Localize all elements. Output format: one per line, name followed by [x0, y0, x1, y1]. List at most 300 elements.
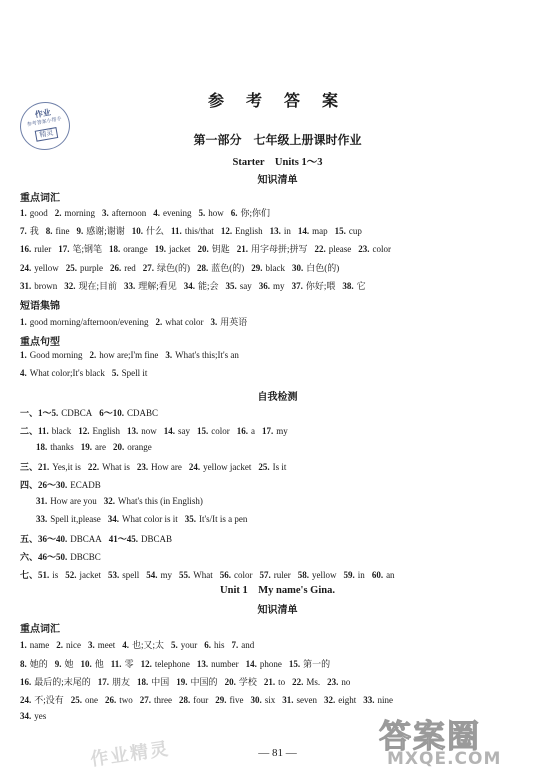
answer-number: 13. — [196, 659, 209, 669]
answer-item — [137, 675, 169, 688]
answer-item — [20, 675, 91, 688]
answer-item — [20, 640, 49, 650]
answer-item — [46, 226, 70, 236]
answer-item — [132, 224, 164, 237]
answer-text: CDABC — [127, 408, 159, 418]
answer-number: 32. — [64, 281, 76, 291]
answer-text: yellow — [312, 570, 337, 580]
answer-text: number — [211, 659, 239, 669]
answer-item — [164, 426, 190, 436]
answer-number: 36. — [258, 281, 271, 291]
answer-text: 朋友 — [112, 677, 131, 687]
starter-knowledge-list-heading: 知识清单 — [257, 175, 298, 186]
answer-text: 他 — [94, 659, 104, 669]
answer-item — [88, 462, 130, 472]
answer-text: one — [85, 695, 99, 705]
answer-item — [88, 640, 115, 650]
answer-number: 52. — [65, 570, 77, 580]
answer-item — [140, 695, 172, 705]
answer-item — [102, 208, 146, 218]
answer-number: 34. — [20, 711, 32, 721]
answer-line — [20, 406, 165, 419]
answer-item — [198, 242, 230, 255]
answer-item — [260, 570, 291, 580]
answer-number: 6～10. — [99, 408, 125, 418]
answer-number: 23. — [327, 677, 339, 687]
answer-text: 用字母拼;拼写 — [251, 244, 308, 254]
answer-item — [198, 208, 223, 218]
answer-text: yes — [34, 711, 47, 721]
answer-number: 18. — [137, 677, 149, 687]
answer-number: 20. — [224, 677, 236, 687]
answer-item — [220, 570, 253, 580]
answer-number: 3. — [165, 350, 173, 360]
answer-text: this/that — [184, 226, 214, 236]
answer-text: Is it — [272, 462, 287, 472]
answer-item — [292, 261, 339, 274]
answer-number: 12. — [140, 659, 152, 669]
answer-number: 5. — [171, 640, 178, 650]
answer-text: no — [341, 677, 351, 687]
answer-number: 23. — [136, 462, 149, 472]
answer-text: color — [372, 244, 392, 254]
answer-text: 什么 — [146, 226, 165, 236]
answer-number: 13. — [269, 226, 281, 236]
answer-text: yellow jacket — [203, 462, 252, 472]
answer-item — [65, 570, 101, 580]
answer-number: 30. — [292, 263, 304, 273]
answer-number: 22. — [87, 462, 100, 472]
answer-item — [259, 281, 285, 291]
answer-item — [258, 462, 286, 472]
answer-item — [20, 224, 39, 237]
answer-text: in — [283, 226, 291, 236]
answer-number: 11. — [171, 226, 182, 236]
answer-item — [155, 317, 203, 327]
answer-line — [20, 693, 400, 706]
answer-text: 笔;钢笔 — [72, 244, 103, 254]
answer-line — [20, 315, 254, 328]
answer-item — [109, 244, 148, 254]
answer-number: 21. — [236, 244, 249, 254]
answer-text: jacket — [169, 244, 191, 254]
stamp-middle-text: 参考答案小帮手 — [26, 116, 63, 129]
answer-text: 白色(的) — [306, 263, 340, 273]
answer-text: phone — [259, 659, 282, 669]
answer-number: 12. — [220, 226, 233, 236]
answer-text: 你;你们 — [240, 208, 270, 218]
answer-text: What color;It's black — [29, 368, 105, 378]
answer-number: 54. — [146, 570, 158, 580]
answer-item — [232, 640, 255, 650]
answer-number: 22. — [292, 677, 304, 687]
answer-number: 4. — [20, 368, 27, 378]
answer-line — [20, 242, 398, 255]
answer-item — [197, 659, 239, 669]
answer-item — [372, 570, 395, 580]
answer-item — [315, 244, 352, 254]
answer-number: 20. — [113, 442, 125, 452]
answer-number: 4. — [122, 640, 129, 650]
answer-text: DBCAA — [70, 534, 102, 544]
answer-text: map — [312, 226, 328, 236]
answer-line — [20, 638, 261, 651]
answer-number: 33. — [363, 695, 375, 705]
answer-item — [264, 677, 285, 687]
answer-line — [20, 224, 369, 237]
answer-number: 1. — [20, 208, 27, 218]
answer-text: black — [265, 263, 285, 273]
answer-number: 56. — [219, 570, 232, 580]
answer-item — [78, 426, 120, 436]
answer-item — [20, 711, 46, 721]
answer-text: five — [229, 695, 244, 705]
answer-text: 她的 — [29, 659, 48, 669]
answer-text: What's this (in English) — [118, 496, 203, 506]
answer-number: 3. — [102, 208, 109, 218]
answer-number: 38. — [342, 281, 354, 291]
answer-number: 32. — [103, 496, 115, 506]
answer-line — [20, 532, 179, 545]
answer-item — [179, 570, 213, 580]
answer-number: 7. — [20, 226, 27, 236]
answer-item — [64, 279, 117, 292]
answer-text: 钥匙 — [211, 244, 230, 254]
answer-item — [99, 406, 158, 419]
answer-text: English — [235, 226, 263, 236]
answer-number: 26. — [110, 263, 122, 273]
answer-item — [363, 695, 393, 705]
answer-number: 17. — [58, 244, 70, 254]
answer-number: 8. — [45, 226, 53, 236]
answer-item — [231, 206, 270, 219]
answer-item — [20, 281, 57, 291]
answer-item — [282, 695, 317, 705]
answer-line — [20, 350, 246, 360]
answer-text: say — [239, 281, 252, 291]
answer-number: 19. — [154, 244, 167, 254]
answer-text: two — [119, 695, 133, 705]
stamp-bottom-text: 精灵 — [35, 127, 59, 142]
answer-text: 最后的;末尾的 — [34, 677, 91, 687]
answer-text: telephone — [154, 659, 190, 669]
answer-line — [20, 206, 277, 219]
answer-number: 6. — [230, 208, 238, 218]
unit1-knowledge-list-heading: 知识清单 — [257, 605, 298, 616]
answer-text: six — [264, 695, 276, 705]
answer-item — [185, 514, 248, 524]
answer-text: in — [357, 570, 365, 580]
starter-vocab-heading: 重点词汇 — [20, 193, 60, 204]
answer-text: 中国 — [151, 677, 170, 687]
answer-text: 感谢;谢谢 — [86, 226, 125, 236]
answer-text: meet — [97, 640, 116, 650]
answer-number: 5. — [198, 208, 206, 218]
answer-number: 41～45. — [108, 534, 139, 544]
answer-item — [20, 568, 58, 581]
answer-number: 31. — [282, 695, 294, 705]
answer-number: 2. — [54, 208, 62, 218]
part-title: 第一部分 七年级上册课时作业 — [193, 133, 362, 147]
answer-line — [36, 514, 254, 524]
answer-text: What — [193, 570, 213, 580]
answer-number: 27. — [139, 695, 152, 705]
answer-item — [153, 208, 191, 218]
answer-number: 13. — [127, 426, 139, 436]
answer-text: jacket — [79, 570, 102, 580]
answer-number: 4. — [153, 208, 160, 218]
answer-item — [90, 350, 159, 360]
answer-text: How are you — [50, 496, 97, 506]
answer-text: black — [51, 426, 72, 436]
answer-number: 26. — [105, 695, 117, 705]
answer-text: 也;又;太 — [132, 640, 165, 650]
answer-number: 59. — [343, 570, 355, 580]
watermark-url-text: MXQE.COM — [387, 749, 502, 769]
answer-item — [20, 478, 101, 491]
answer-line — [36, 442, 159, 452]
answer-number: 55. — [179, 570, 191, 580]
answer-text: 用英语 — [220, 317, 248, 327]
answer-text: good morning/afternoon/evening — [29, 317, 149, 327]
answer-item — [112, 368, 148, 378]
answer-number: 28. — [197, 263, 209, 273]
answer-item — [143, 261, 190, 274]
answer-number: 7. — [231, 640, 239, 650]
answer-text: It's/It is a pen — [199, 514, 248, 524]
answer-item — [20, 657, 48, 670]
answer-item — [137, 462, 182, 472]
answer-number: 24. — [188, 462, 201, 472]
answer-number: 24. — [20, 695, 32, 705]
answer-item — [246, 659, 282, 669]
answer-text: red — [124, 263, 136, 273]
answer-text: good — [29, 208, 48, 218]
answer-number: 1. — [20, 640, 27, 650]
answer-item — [58, 242, 102, 255]
answer-number: 2. — [89, 350, 97, 360]
answer-text: morning — [64, 208, 95, 218]
answer-text: your — [180, 640, 198, 650]
answer-line — [20, 279, 373, 292]
answer-text: and — [241, 640, 255, 650]
answer-text: to — [278, 677, 286, 687]
answer-line — [20, 368, 154, 378]
answer-item — [251, 695, 276, 705]
answer-number: 34. — [183, 281, 196, 291]
answer-text: how are;I'm fine — [99, 350, 159, 360]
answer-item — [215, 695, 243, 705]
answer-item — [237, 242, 308, 255]
answer-text: color — [211, 426, 230, 436]
answer-number: 37. — [291, 281, 303, 291]
answer-text: Ms. — [306, 677, 321, 687]
answer-item — [36, 514, 101, 524]
answer-item — [204, 640, 224, 650]
answer-number: 5. — [111, 368, 119, 378]
answer-text: orange — [127, 442, 152, 452]
answer-item — [225, 675, 257, 688]
answer-text: ECADB — [70, 480, 101, 490]
answer-text: now — [141, 426, 157, 436]
answer-item — [327, 677, 350, 687]
answer-item — [56, 640, 81, 650]
answer-number: 七、51. — [20, 570, 50, 580]
answer-text: English — [92, 426, 121, 436]
answer-text: 理解;看见 — [138, 281, 177, 291]
answer-item — [197, 426, 230, 436]
answer-number: 15. — [197, 426, 209, 436]
answer-number: 11. — [110, 659, 122, 669]
answer-item — [81, 657, 104, 670]
answer-text: Spell it — [121, 368, 148, 378]
answer-text: Spell it,please — [50, 514, 101, 524]
answer-number: 6. — [204, 640, 212, 650]
answer-number: 20. — [197, 244, 209, 254]
answer-number: 16. — [236, 426, 249, 436]
answer-text: 第一的 — [303, 659, 331, 669]
answer-item — [289, 657, 330, 670]
answer-text: thanks — [50, 442, 74, 452]
answer-item — [20, 263, 59, 273]
answer-text: nice — [66, 640, 81, 650]
answer-line — [20, 568, 402, 581]
answer-item — [71, 695, 98, 705]
watermark-logo-text: 答案圈 — [379, 717, 482, 755]
answer-item — [189, 462, 251, 472]
answer-number: 34. — [107, 514, 119, 524]
answer-item — [55, 657, 74, 670]
answer-number: 1. — [20, 317, 27, 327]
answer-line — [20, 550, 108, 563]
answer-text: nine — [377, 695, 394, 705]
answer-number: 10. — [80, 659, 92, 669]
answer-item — [324, 695, 356, 705]
answer-item — [108, 570, 139, 580]
answer-item — [197, 261, 244, 274]
answer-text: spell — [122, 570, 140, 580]
answer-item — [55, 208, 95, 218]
answer-text: DBCAB — [141, 534, 173, 544]
answer-item — [110, 263, 136, 273]
answer-item — [179, 695, 208, 705]
answer-text: 你好;喂 — [305, 281, 336, 291]
answer-text: three — [154, 695, 173, 705]
answer-text: a — [251, 426, 256, 436]
answer-text: yellow — [34, 263, 59, 273]
answer-item — [251, 263, 285, 273]
answer-item — [210, 315, 247, 328]
page-number: — 81 — — [258, 747, 297, 759]
answer-number: 22. — [314, 244, 326, 254]
answer-item — [20, 693, 64, 706]
answer-item — [81, 442, 106, 452]
answer-item — [20, 317, 148, 327]
answer-text: Yes,it is — [52, 462, 81, 472]
answer-number: 23. — [358, 244, 370, 254]
answer-number: 9. — [76, 226, 84, 236]
answer-item — [108, 514, 178, 524]
starter-phrase-heading: 短语集锦 — [20, 301, 60, 312]
answer-item — [77, 224, 125, 237]
answer-number: 15. — [334, 226, 346, 236]
answer-text: 学校 — [238, 677, 257, 687]
answer-text: please — [328, 244, 352, 254]
answer-line — [36, 496, 210, 506]
answer-item — [98, 675, 130, 688]
answer-number: 14. — [245, 659, 257, 669]
answer-number: 19. — [176, 677, 188, 687]
answer-item — [20, 368, 105, 378]
answer-number: 12. — [78, 426, 90, 436]
answer-item — [342, 279, 365, 292]
answer-text: are — [95, 442, 106, 452]
answer-number: 19. — [80, 442, 92, 452]
watermark-bottom-left: 作业精灵 — [89, 738, 172, 771]
answer-item — [20, 424, 71, 437]
unit1-vocab-heading: 重点词汇 — [20, 624, 60, 635]
answer-number: 2. — [56, 640, 63, 650]
answer-item — [141, 659, 190, 669]
answer-number: 15. — [288, 659, 301, 669]
answer-number: 27. — [142, 263, 154, 273]
answer-number: 31. — [20, 281, 32, 291]
answer-number: 25. — [65, 263, 77, 273]
answer-number: 58. — [297, 570, 310, 580]
answer-item — [176, 675, 217, 688]
answer-item — [124, 279, 177, 292]
answer-number: 18. — [109, 244, 121, 254]
answer-number: 18. — [36, 442, 48, 452]
answer-text: color — [234, 570, 253, 580]
answer-item — [20, 350, 83, 360]
answer-item — [344, 570, 365, 580]
answer-text: my — [273, 281, 285, 291]
answer-item — [122, 638, 164, 651]
answer-number: 16. — [20, 677, 32, 687]
answer-number: 57. — [259, 570, 271, 580]
answer-number: 25. — [258, 462, 270, 472]
answer-text: 她 — [64, 659, 74, 669]
answer-number: 25. — [70, 695, 83, 705]
answer-text: eight — [338, 695, 357, 705]
answer-item — [237, 426, 255, 436]
answer-text: my — [276, 426, 288, 436]
answer-item — [20, 244, 51, 254]
watermark-bottom-right — [371, 711, 547, 771]
answer-item — [111, 657, 134, 670]
answer-item — [20, 550, 101, 563]
answer-text: how — [208, 208, 224, 218]
answer-text: name — [29, 640, 50, 650]
starter-unit-title: Starter Units 1～3 — [232, 157, 323, 168]
answer-number: 31. — [36, 496, 48, 506]
answer-text: 不;没有 — [34, 695, 64, 705]
answer-line — [20, 424, 295, 437]
answer-text: CDBCA — [61, 408, 93, 418]
answer-item — [262, 426, 288, 436]
answer-number: 3. — [88, 640, 95, 650]
answer-number: 24. — [20, 263, 32, 273]
stamp-top-text: 作业 — [34, 107, 52, 120]
answer-text: 现在;目前 — [78, 281, 118, 291]
answer-item — [226, 281, 252, 291]
answer-number: 五、36～40. — [20, 534, 68, 544]
answer-text: an — [386, 570, 395, 580]
answer-item — [184, 279, 219, 292]
answer-text: ruler — [34, 244, 52, 254]
answer-number: 21. — [263, 677, 276, 687]
